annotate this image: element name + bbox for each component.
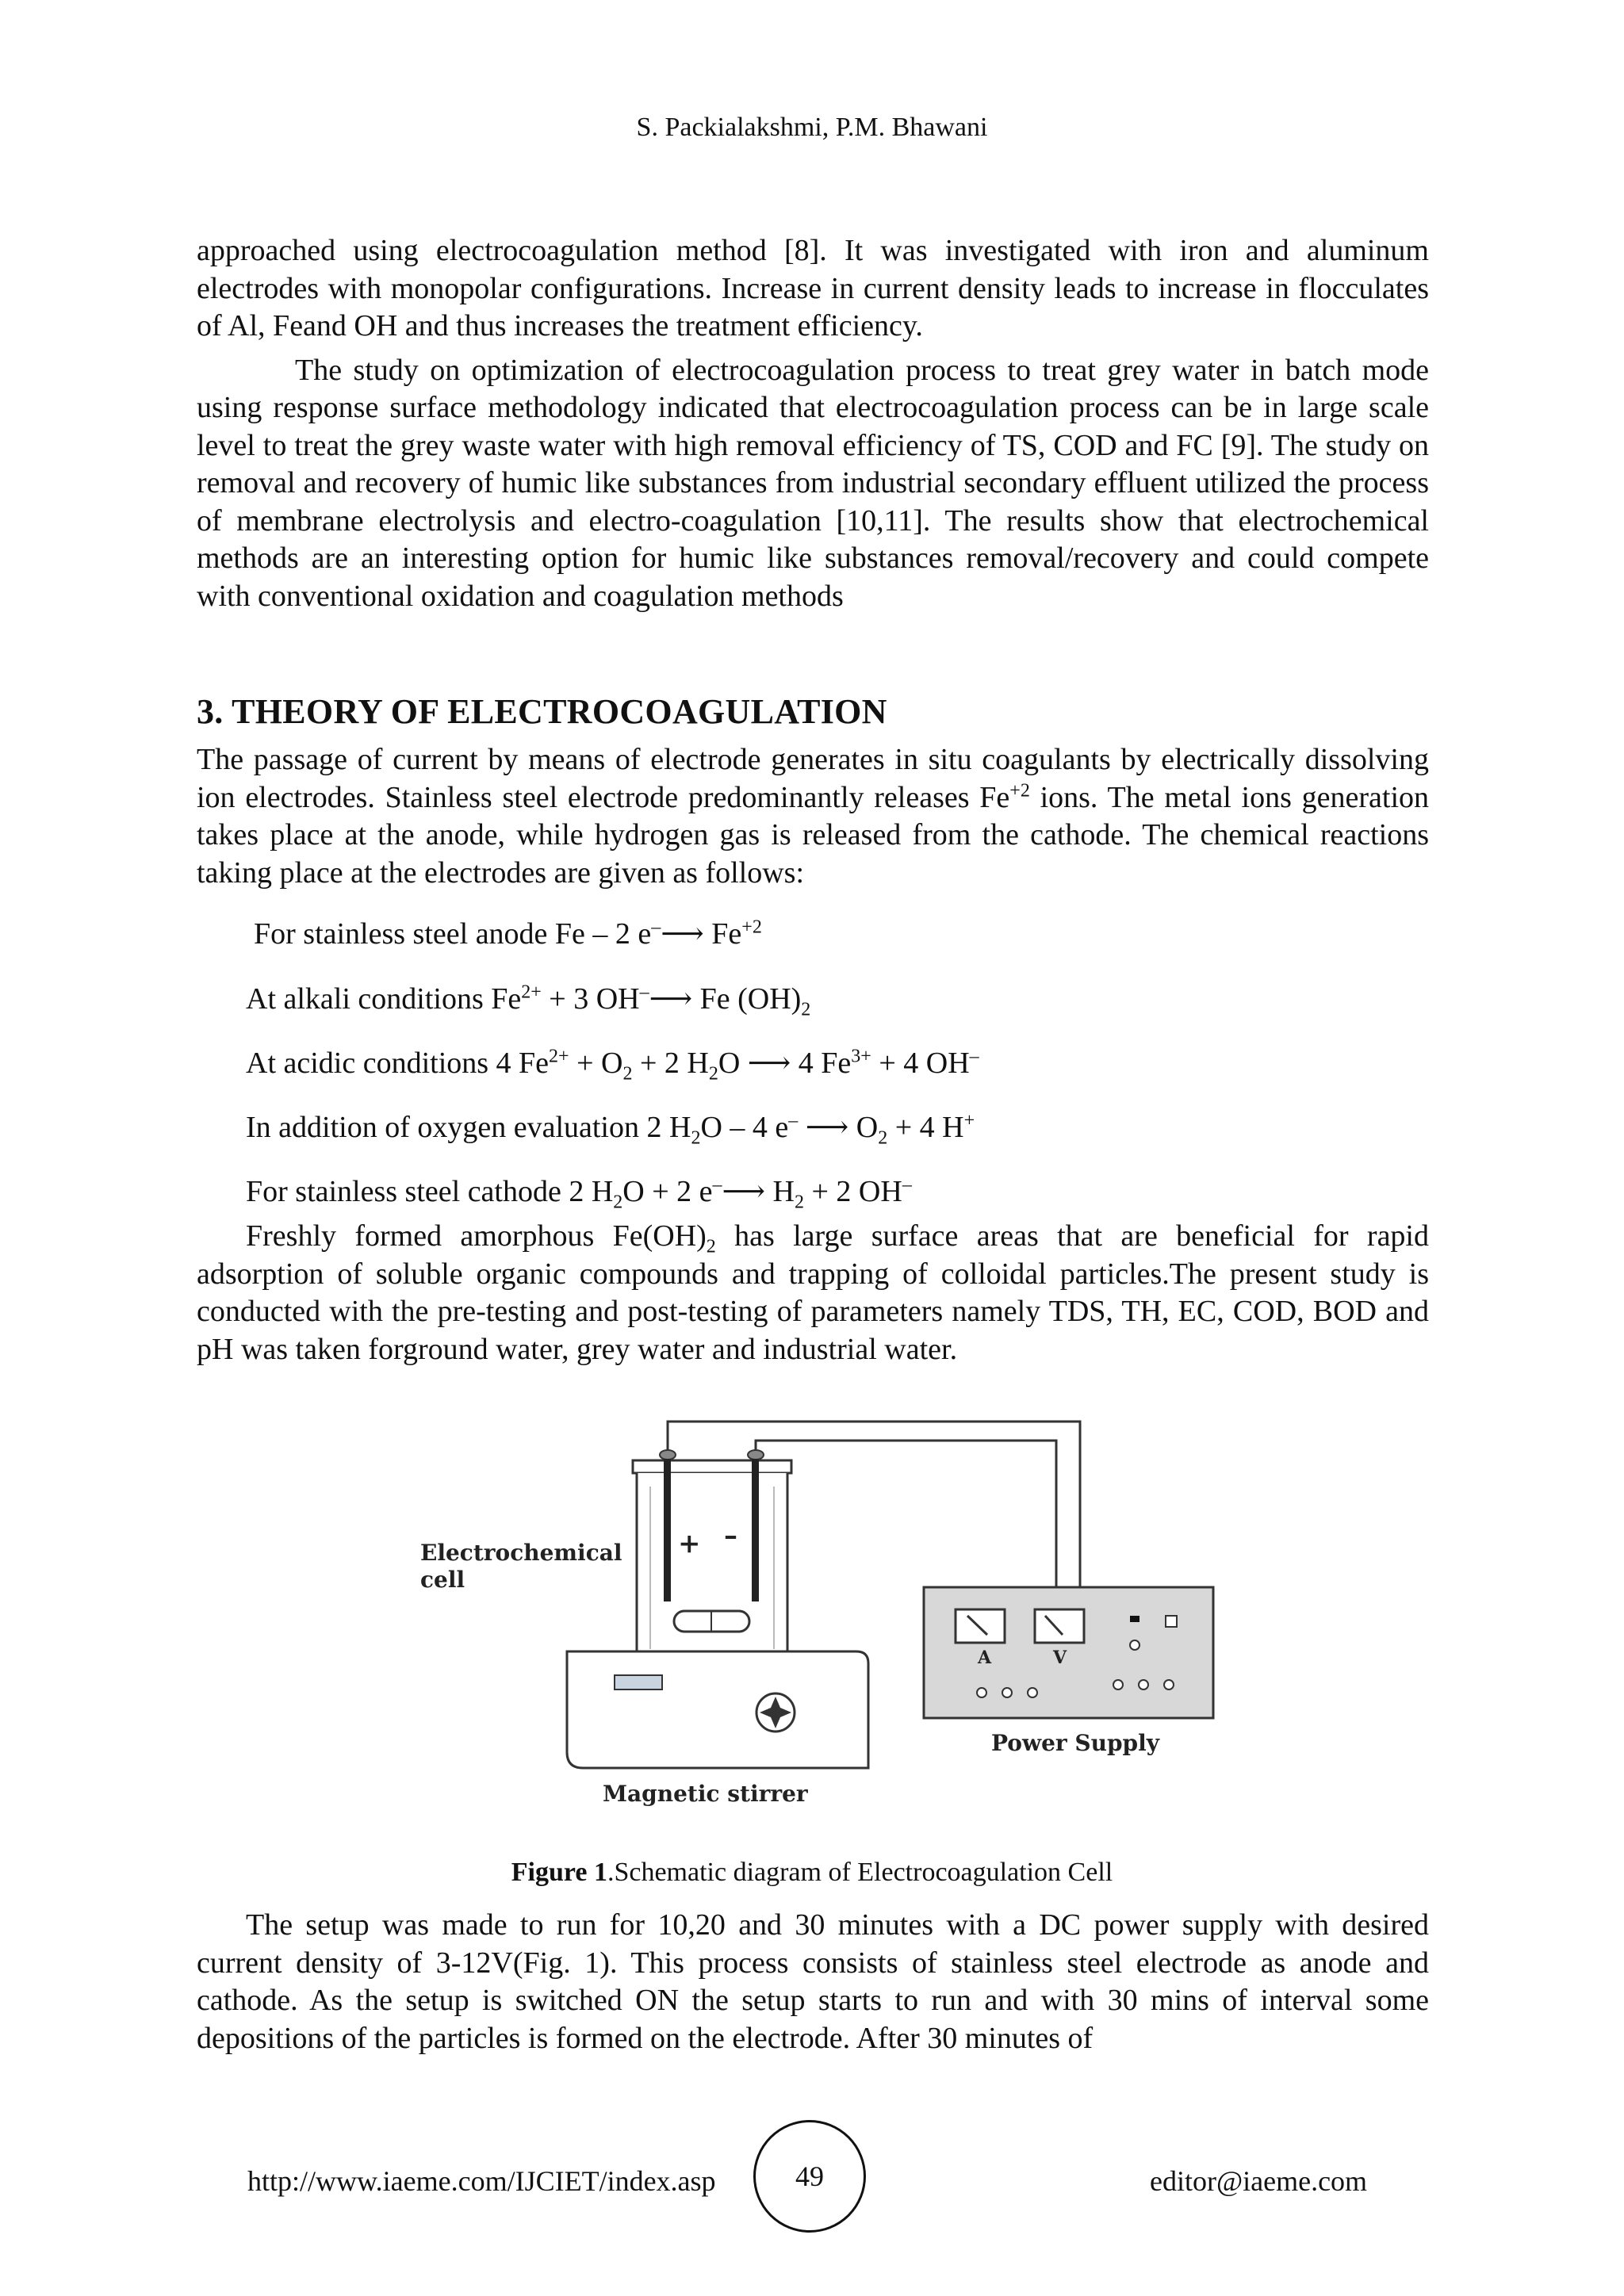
- body-text-top: [197, 232, 1429, 615]
- power-supply: [924, 1587, 1213, 1718]
- figure-caption: Figure 1.Schematic diagram of Electrocoagulation Cell: [511, 1858, 1113, 1887]
- fresh-paragraph: Freshly formed amorphous $Fe(OH)_2$ has large surface areas that are beneficial for rapid adsorption of soluble organic compounds and trapping of colloidal particles.The present study is conducted with the pre-testing and post-testing of parameters namely TDS, TH, EC, COD, BOD and pH was taken forground water, grey water and industrial water.: [197, 1219, 1429, 1366]
- equation-oxygen: In addition of oxygen evaluation 2 $H_2O - 4$ e– ⟶ $O_2 + 4$ H+: [246, 1110, 975, 1149]
- equation-anode: For stainless steel anode Fe – 2 e–⟶ $Fe^{+2}$: [254, 916, 762, 951]
- stirrer-label: Magnetic stirrer: [603, 1781, 808, 1807]
- anode-terminal: [660, 1450, 676, 1460]
- voltmeter-label: V: [1053, 1647, 1067, 1668]
- voltmeter: [1035, 1609, 1084, 1643]
- paragraph-2: The study on optimization of electrocoagulation process to treat grey water in batch mode using response surface methodology indicated that electrocoagulation process can be in large scale level to treat the grey waste water with high removal efficiency of TS, COD and FC [9]. The study on removal and recovery of humic like substances from industrial secondary effluent utilized the process of membrane electrolysis and electro-coagulation [10,11]. The results show that electrochemical methods are an interesting option for humic like substances removal/recovery and could compete with conventional oxidation and coagulation methods: [197, 353, 1429, 613]
- paragraph-1: approached using electrocoagulation method [8]. It was investigated with iron and aluminum electrodes with monopolar configurations. Increase in current density leads to increase in flocculates of Al, Feand OH and thus increases the treatment efficiency.: [197, 234, 1429, 342]
- section-heading: 3. THEORY OF ELECTROCOAGULATION: [197, 692, 887, 731]
- anode-electrode: [664, 1459, 671, 1601]
- wire-cathode: [756, 1441, 1056, 1587]
- section-intro: [197, 741, 1429, 892]
- page-number: 49: [753, 2120, 866, 2233]
- ammeter-label: A: [978, 1647, 992, 1668]
- minus-label: –: [724, 1520, 737, 1552]
- cathode-electrode: [752, 1459, 759, 1601]
- ammeter: [956, 1609, 1005, 1643]
- cell-label-line2: cell: [420, 1567, 465, 1593]
- power-switch: [1166, 1616, 1177, 1627]
- cathode-terminal: [748, 1450, 764, 1460]
- plus-label: +: [678, 1528, 701, 1559]
- paragraph-setup: The setup was made to run for 10,20 and 30 minutes with a DC power supply with desired current density of 3-12V(Fig. 1). This process consists of stainless steel electrode as anode and cathode. As the setup is switched ON the setup starts to run and with 30 mins of interval some depositions of the particles is formed on the electrode. After 30 minutes of: [197, 1908, 1429, 2055]
- beaker: [637, 1473, 787, 1663]
- stirrer-display: [615, 1675, 662, 1689]
- magnetic-stirrer: [567, 1651, 868, 1768]
- intro-paragraph: The passage of current by means of electrode generates in situ coagulants by electrically dissolving ion electrodes. Stainless steel electrode predominantly releases $Fe^{+2}$ ions. The metal ions generation takes place at the anode, while hydrogen gas is released from the cathode. The chemical reactions taking place at the electrodes are given as follows:: [197, 743, 1429, 890]
- electrocoagulation-diagram: [412, 1411, 1221, 1808]
- body-text-bottom: [197, 1907, 1429, 2057]
- equation-acidic: At acidic conditions 4 $Fe^{2+} + O_2 + 2$ $H_2O$ ⟶ 4 $Fe^{3+} + 4$ OH–: [246, 1046, 979, 1085]
- power-supply-label: Power Supply: [991, 1730, 1160, 1756]
- indicator-led: [1130, 1616, 1139, 1622]
- running-header: S. Packialakshmi, P.M. Bhawani: [636, 113, 988, 142]
- beaker-lid: [633, 1460, 791, 1473]
- equation-cathode: For stainless steel cathode 2 $H_2O + 2$ e–⟶ $H_2 + 2$ OH–: [246, 1174, 912, 1213]
- equation-alkali: At alkali conditions $Fe^{2+} + 3$ OH–⟶ Fe $(OH)_2$: [246, 982, 811, 1020]
- footer-url[interactable]: http://www.iaeme.com/IJCIET/index.asp: [247, 2165, 716, 2197]
- fresh-paragraph-block: [197, 1218, 1429, 1368]
- footer-email[interactable]: editor@iaeme.com: [1150, 2165, 1368, 2197]
- cell-label-line1: Electrochemical: [420, 1540, 622, 1566]
